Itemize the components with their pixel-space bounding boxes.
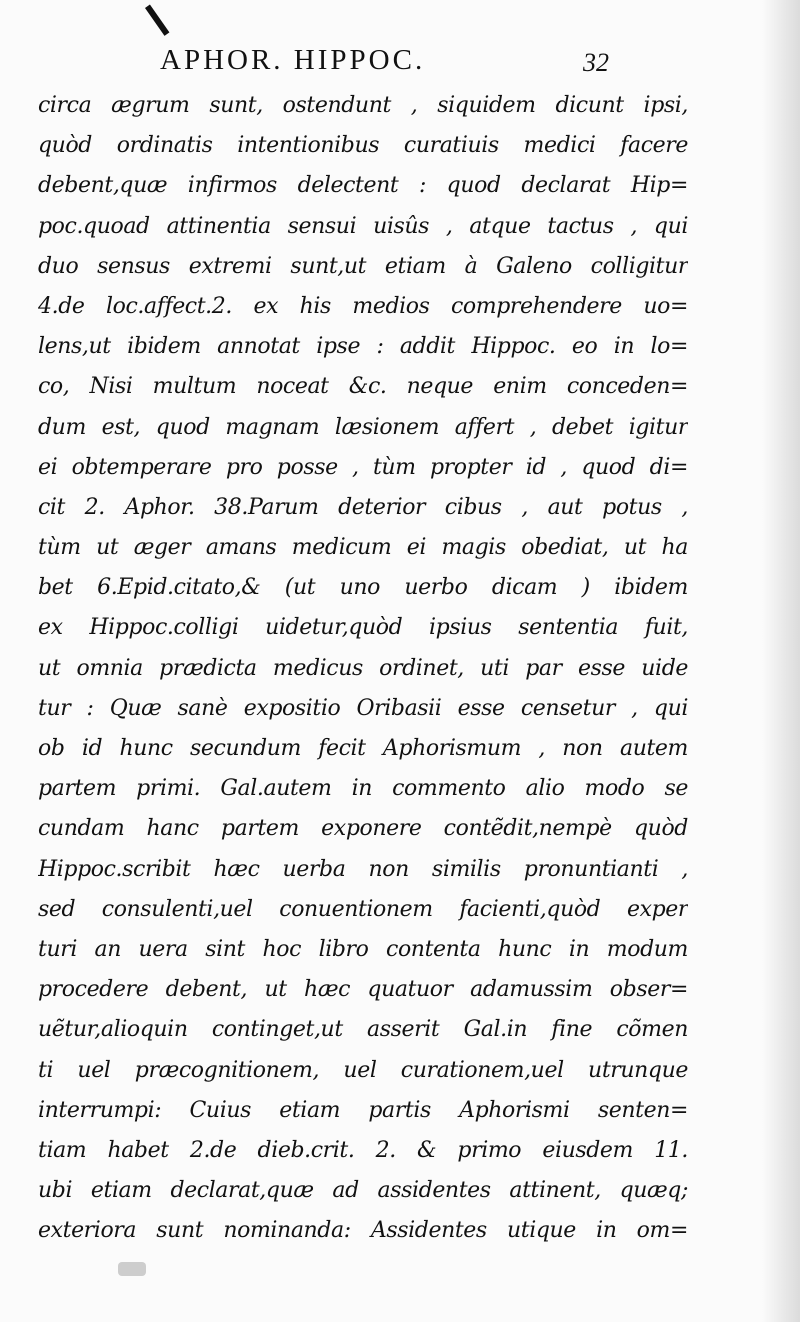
text-line: procedere debent, ut hæc quatuor adamussim obser=	[38, 977, 688, 1003]
text-line: cundam hanc partem exponere contẽdit,nempè quòd	[38, 816, 688, 842]
text-line: tùm ut æger amans medicum ei magis obediat, ut ha	[38, 535, 688, 561]
text-line: co, Nisi multum noceat &c. neque enim conceden=	[38, 374, 688, 400]
text-line: 4.de loc.affect.2. ex his medios comprehendere uo=	[38, 293, 688, 319]
bottom-smudge	[118, 1262, 146, 1276]
running-head: APHOR. HIPPOC.	[160, 44, 426, 76]
text-line: ei obtemperare pro posse , tùm propter id , quod di=	[38, 454, 688, 480]
text-line: turi an uera sint hoc libro contenta hunc in modum	[38, 936, 688, 962]
gutter-shadow	[762, 0, 800, 1322]
text-line: ubi etiam declarat,quæ ad assidentes attinent, quæq;	[38, 1178, 688, 1204]
text-line: debent,quæ infirmos delectent : quod declarat Hip=	[38, 173, 688, 199]
text-line: duo sensus extremi sunt,ut etiam à Galeno colligitur	[38, 253, 688, 279]
text-line: cit 2. Aphor. 38.Parum deterior cibus , aut potus ,	[38, 494, 688, 520]
text-line: exteriora sunt nominanda: Assidentes utique in om=	[38, 1218, 688, 1244]
text-line: tur : Quæ sanè expositio Oribasii esse censetur , qui	[38, 695, 688, 721]
text-line: uẽtur,alioquin continget,ut asserit Gal.in fine cõmen	[38, 1017, 688, 1043]
ink-mark	[145, 5, 169, 36]
text-line: interrumpi: Cuius etiam partis Aphorismi senten=	[38, 1097, 688, 1123]
page-number: 32	[583, 48, 609, 77]
text-line: tiam habet 2.de dieb.crit. 2. & primo eiusdem 11.	[38, 1137, 688, 1163]
text-line: ti uel præcognitionem, uel curationem,uel utrunque	[38, 1057, 688, 1083]
text-line: ut omnia prædicta medicus ordinet, uti par esse uide	[38, 655, 688, 681]
text-line: bet 6.Epid.citato,& (ut uno uerbo dicam ) ibidem	[38, 575, 688, 601]
text-line: ex Hippoc.colligi uidetur,quòd ipsius sententia fuit,	[38, 615, 688, 641]
body-text	[38, 86, 688, 1251]
text-line: circa ægrum sunt, ostendunt , siquidem dicunt ipsi,	[38, 93, 688, 118]
text-line: partem primi. Gal.autem in commento alio modo se	[38, 776, 688, 802]
text-line: quòd ordinatis intentionibus curatiuis medici facere	[38, 133, 688, 159]
text-line: dum est, quod magnam læsionem affert , debet igitur	[38, 414, 688, 440]
text-line: ob id hunc secundum fecit Aphorismum , non autem	[38, 736, 688, 761]
text-line: sed consulenti,uel conuentionem facienti,quòd exper	[38, 896, 688, 922]
text-line: lens,ut ibidem annotat ipse : addit Hippoc. eo in lo=	[38, 334, 688, 360]
text-line: Hippoc.scribit hæc uerba non similis pronuntianti ,	[38, 856, 688, 882]
text-line: poc.quoad attinentia sensui uisûs , atque tactus , qui	[38, 213, 688, 239]
